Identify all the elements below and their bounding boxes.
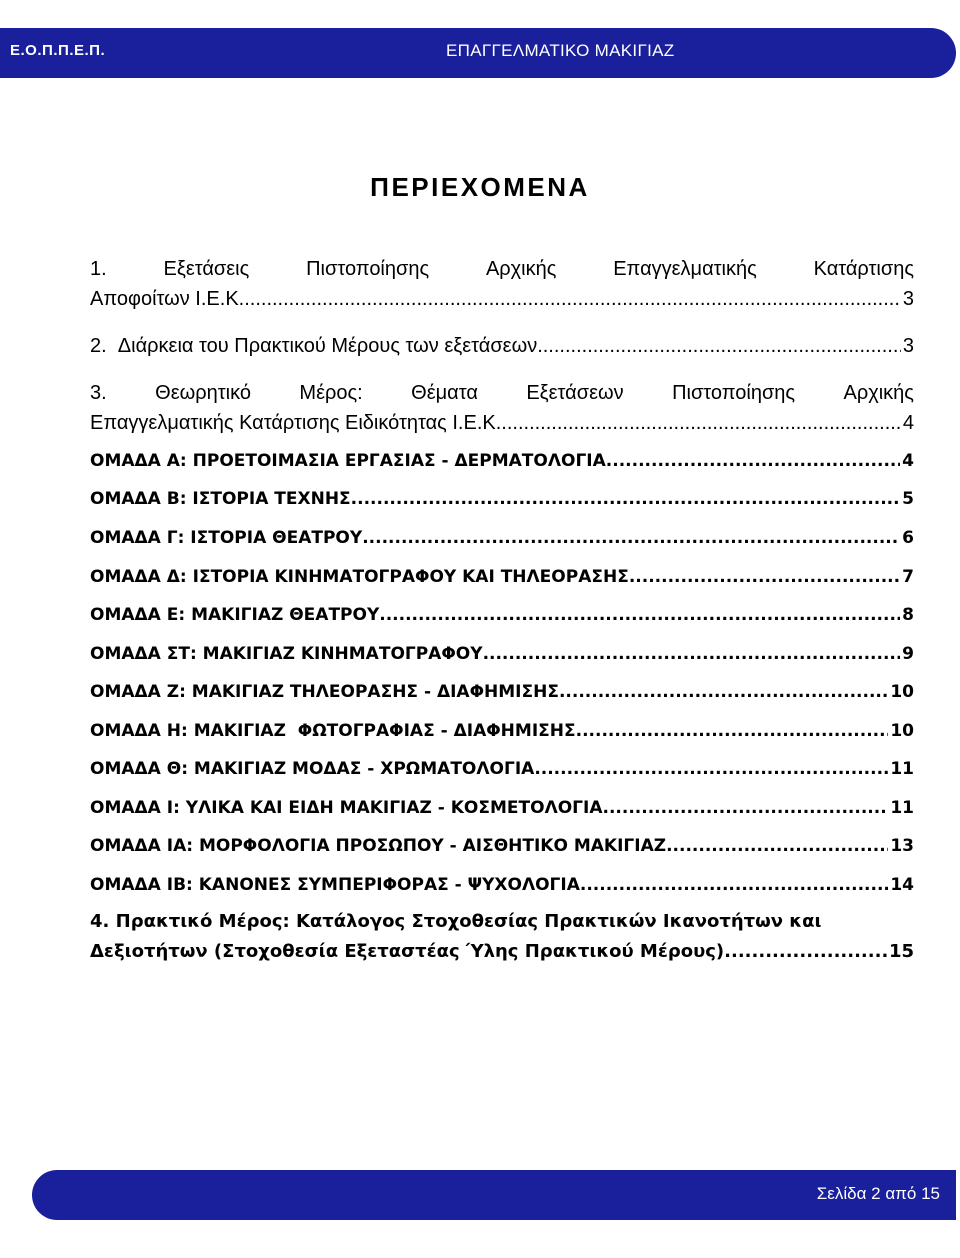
dot-leader [724,937,887,967]
toc-entry-3-word: Αρχικής [843,382,914,404]
dot-leader [483,639,901,669]
toc-group-ib[interactable] [90,870,914,900]
toc-group-line [90,716,914,746]
toc-entry-1-word: Εξετάσεις [163,258,250,280]
toc-group-d[interactable] [90,562,914,592]
toc-group-line [90,562,914,592]
toc-page-number: 6 [902,528,914,548]
toc-entry-3-number: 3. [90,382,107,404]
toc-entry-2[interactable] [90,331,914,361]
dot-leader [244,284,901,314]
toc-entry-1-line-1 [90,254,914,284]
toc-group-line [90,446,914,476]
toc-group-a[interactable] [90,446,914,476]
toc-entry-3-word: Θέματα [411,382,478,404]
header-bar [0,28,956,78]
toc-group-line [90,754,914,784]
toc-page-number: 3 [902,288,914,310]
dot-leader [534,754,888,784]
toc-entry-3[interactable] [90,378,914,438]
toc-group-text: ΟΜΑΔΑ Ζ: ΜΑΚΙΓΙΑΖ ΤΗΛΕΟΡΑΣΗΣ - ΔΙΑΦΗΜΙΣΗΣ [90,682,559,702]
toc-page-number: 15 [888,941,914,962]
toc-entry-4-text: Δεξιοτήτων (Στοχοθεσία Εξεταστέας Ύλης Πρακτικού Μέρους) [90,941,725,962]
toc-group-h[interactable] [90,716,914,746]
toc-group-line [90,484,914,514]
toc-entry-1-text: Αποφοίτων Ι.Ε.Κ. [90,288,245,310]
toc-group-text: ΟΜΑΔΑ ΙΒ: ΚΑΝΟΝΕΣ ΣΥΜΠΕΡΙΦΟΡΑΣ - ΨΥΧΟΛΟΓΙΑ [90,875,580,895]
toc-group-line [90,793,914,823]
page-title: ΠΕΡΙΕΧΟΜΕΝΑ [370,172,590,202]
dot-leader [362,523,900,553]
toc-group-ia[interactable] [90,831,914,861]
toc-group-line [90,639,914,669]
dot-leader [559,677,888,707]
dot-leader [576,716,889,746]
header-document-title: ΕΠΑΓΓΕΛΜΑΤΙΚΟ ΜΑΚΙΓΙΑΖ [446,41,675,60]
toc-group-text: ΟΜΑΔΑ ΣΤ: ΜΑΚΙΓΙΑΖ ΚΙΝΗΜΑΤΟΓΡΑΦΟΥ [90,644,483,664]
toc-entry-2-text: 2. Διάρκεια του Πρακτικού Μέρους των εξετάσεων [90,335,538,357]
toc-page-number: 14 [890,875,914,895]
toc-group-line [90,600,914,630]
toc-group-e[interactable] [90,600,914,630]
toc-group-text: ΟΜΑΔΑ Θ: ΜΑΚΙΓΙΑΖ ΜΟΔΑΣ - ΧΡΩΜΑΤΟΛΟΓΙΑ [90,759,535,779]
footer-bar [32,1170,956,1220]
toc-group-line [90,677,914,707]
toc-group-line [90,523,914,553]
toc-page-number: 10 [890,682,914,702]
toc-group-z[interactable] [90,677,914,707]
toc-group-c[interactable] [90,523,914,553]
toc-page-number: 10 [890,721,914,741]
toc-page-number: 9 [902,644,914,664]
dot-leader [666,831,888,861]
toc-entry-3-word: Πιστοποίησης [672,382,796,404]
toc-entry-4[interactable] [90,907,914,967]
toc-group-line [90,831,914,861]
toc-group-line [90,870,914,900]
toc-entry-3-line-1 [90,378,914,408]
toc-group-text: ΟΜΑΔΑ Η: ΜΑΚΙΓΙΑΖ ΦΩΤΟΓΡΑΦΙΑΣ - ΔΙΑΦΗΜΙΣΗΣ [90,721,576,741]
toc-entry-3-word: Θεωρητικό [155,382,251,404]
toc-group-th[interactable] [90,754,914,784]
toc-group-text: ΟΜΑΔΑ Α: ΠΡΟΕΤΟΙΜΑΣΙΑ ΕΡΓΑΣΙΑΣ - ΔΕΡΜΑΤΟΛΟΓΙΑ [90,451,606,471]
dot-leader [501,408,901,438]
toc-page-number: 3 [902,335,914,357]
toc-group-b[interactable] [90,484,914,514]
dot-leader [537,331,901,361]
dot-leader [351,484,900,514]
toc-page-number: 11 [890,798,914,818]
dot-leader [379,600,900,630]
dot-leader [606,446,900,476]
dot-leader [603,793,889,823]
toc-page-number: 11 [890,759,914,779]
toc-entry-1-number: 1. [90,258,107,280]
toc-page-number: 8 [902,605,914,625]
dot-leader [629,562,900,592]
toc-group-text: ΟΜΑΔΑ Β: ΙΣΤΟΡΙΑ ΤΕΧΝΗΣ [90,489,351,509]
toc-page-number: 5 [902,489,914,509]
toc-entry-1-word: Αρχικής [485,258,557,280]
toc-entry-3-word: Εξετάσεων [526,382,624,404]
toc-page-number: 4 [902,451,914,471]
toc-page-number: 7 [902,567,914,587]
toc-entry-3-text: Επαγγελματικής Κατάρτισης Ειδικότητας Ι.Ε.Κ. [90,412,502,434]
toc-group-text: ΟΜΑΔΑ Ι: ΥΛΙΚΑ ΚΑΙ ΕΙΔΗ ΜΑΚΙΓΙΑΖ - ΚΟΣΜΕΤΟΛΟΓΙΑ [90,798,603,818]
toc-entry-3-word: Μέρος: [299,382,363,404]
toc-entry-1-word: Επαγγελματικής [613,258,757,280]
dot-leader [580,870,888,900]
page-indicator: Σελίδα 2 από 15 [816,1184,940,1203]
toc-group-text: ΟΜΑΔΑ Γ: ΙΣΤΟΡΙΑ ΘΕΑΤΡΟΥ [90,528,363,548]
toc-entry-1-word: Κατάρτισης [813,258,914,280]
toc-page-number: 13 [890,836,914,856]
toc-entry-4-text: 4. Πρακτικό Μέρος: Κατάλογος Στοχοθεσίας Πρακτικών Ικανοτήτων και [90,911,822,932]
toc-group-st[interactable] [90,639,914,669]
toc-entry-4-line-2 [90,937,914,967]
toc-page-number: 4 [902,412,914,434]
toc-entry-2-line [90,331,914,361]
toc-entry-1-line-2 [90,284,914,314]
toc-entry-4-line-1 [90,907,914,937]
header-organization: Ε.Ο.Π.Π.Ε.Π. [10,42,106,59]
toc-group-i[interactable] [90,793,914,823]
toc-entry-3-line-2 [90,408,914,438]
toc-entry-1-word: Πιστοποίησης [306,258,430,280]
toc-entry-1[interactable] [90,254,914,314]
toc-group-text: ΟΜΑΔΑ Ε: ΜΑΚΙΓΙΑΖ ΘΕΑΤΡΟΥ [90,605,380,625]
toc-group-text: ΟΜΑΔΑ Δ: ΙΣΤΟΡΙΑ ΚΙΝΗΜΑΤΟΓΡΑΦΟΥ ΚΑΙ ΤΗΛΕΟΡΑΣΗΣ [90,567,629,587]
toc-group-text: ΟΜΑΔΑ ΙΑ: ΜΟΡΦΟΛΟΓΙΑ ΠΡΟΣΩΠΟΥ - ΑΙΣΘΗΤΙΚΟ ΜΑΚΙΓΙΑΖ [90,836,667,856]
